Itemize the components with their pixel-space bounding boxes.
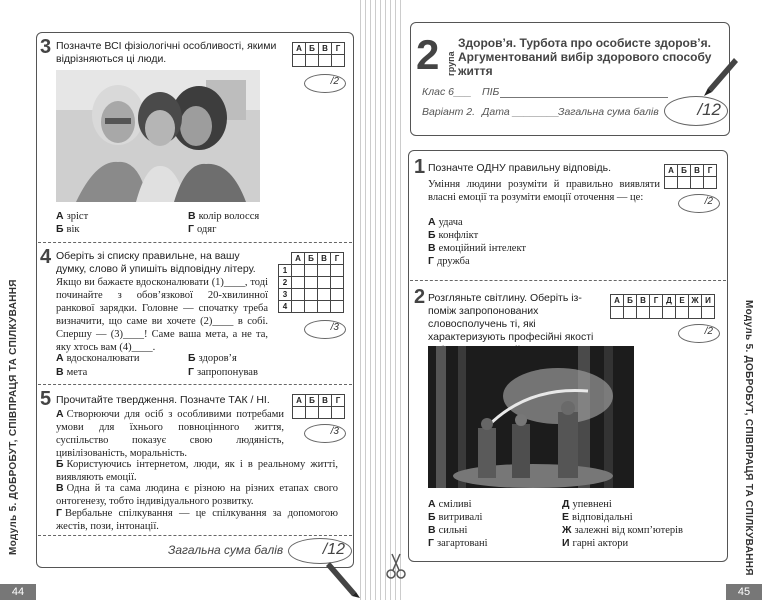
answer-cell[interactable] bbox=[331, 265, 344, 277]
answer-cell[interactable] bbox=[637, 307, 650, 319]
grid-header: Г bbox=[650, 295, 663, 307]
answer-cell[interactable] bbox=[293, 55, 306, 67]
grid-header: Е bbox=[676, 295, 689, 307]
answer-cell[interactable] bbox=[332, 55, 345, 67]
answer-option: Б витривалі bbox=[428, 511, 483, 523]
separator bbox=[410, 280, 726, 281]
score-text: /3 bbox=[330, 322, 339, 333]
answer-option: Г дружба bbox=[428, 255, 470, 267]
grid-row-label: 4 bbox=[279, 301, 292, 313]
grid-header: А bbox=[611, 295, 624, 307]
answer-option: А сміливі bbox=[428, 498, 472, 510]
answer-option: В сильні bbox=[428, 524, 468, 536]
answer-cell[interactable] bbox=[611, 307, 624, 319]
answer-cell[interactable] bbox=[318, 277, 331, 289]
score-oval bbox=[678, 194, 720, 213]
answer-option: В емоційний інтелект bbox=[428, 242, 527, 254]
group-word: група bbox=[446, 51, 456, 76]
grid-header: Б bbox=[305, 253, 318, 265]
answer-option: Б здоров’я bbox=[188, 352, 237, 364]
task-number: 2 bbox=[414, 286, 426, 308]
task-prompt: Розгляньте світлину. Оберіть із-поміж запропонованих словосполучень ті, які характеризують професійні якості bbox=[428, 292, 594, 343]
statement: В Одна й та сама людина є різною на різних етапах свого онтогенезу, тобто індивідуального розвитку. bbox=[56, 482, 338, 507]
class-label: Клас 6___ bbox=[422, 86, 472, 98]
answer-option: Ж залежні від комп’ютерів bbox=[562, 524, 684, 536]
answer-option: Г одяг bbox=[188, 223, 217, 235]
grid-header: Б bbox=[306, 43, 319, 55]
answer-cell[interactable] bbox=[305, 301, 318, 313]
answer-cell[interactable] bbox=[331, 277, 344, 289]
task-prompt: Позначте ОДНУ правильну відповідь. bbox=[428, 162, 611, 174]
grid-header: В bbox=[319, 43, 332, 55]
right-page bbox=[402, 0, 762, 600]
grid-header: Ж bbox=[689, 295, 702, 307]
answer-cell[interactable] bbox=[650, 307, 663, 319]
answer-cell[interactable] bbox=[305, 277, 318, 289]
module-side-label: Модуль 5. ДОБРОБУТ, СПІВПРАЦЯ ТА СПІЛКУВАННЯ bbox=[743, 300, 754, 576]
answer-cell[interactable] bbox=[305, 265, 318, 277]
answer-cell[interactable] bbox=[319, 55, 332, 67]
answer-grid[interactable] bbox=[292, 394, 345, 419]
answer-cell[interactable] bbox=[318, 265, 331, 277]
variant-label: Варіант 2. bbox=[422, 106, 476, 118]
answer-cell[interactable] bbox=[689, 307, 702, 319]
answer-cell[interactable] bbox=[691, 177, 704, 189]
grid-corner bbox=[279, 253, 292, 265]
total-score-text: /12 bbox=[322, 541, 345, 558]
score-text: /2 bbox=[704, 326, 713, 337]
answer-option: Б вік bbox=[56, 223, 80, 235]
answer-cell[interactable] bbox=[318, 301, 331, 313]
answer-cell[interactable] bbox=[292, 265, 305, 277]
separator bbox=[38, 384, 352, 385]
section-title: Здоров’я. Турбота про особисте здоров’я. Аргументований вибір здорового способу життя bbox=[458, 36, 712, 78]
score-oval bbox=[678, 324, 720, 343]
answer-option: И гарні актори bbox=[562, 537, 629, 549]
answer-cell[interactable] bbox=[678, 177, 691, 189]
answer-cell[interactable] bbox=[702, 307, 715, 319]
answer-option: Г загартовані bbox=[428, 537, 488, 549]
grid-header: Г bbox=[332, 395, 345, 407]
answer-cell[interactable] bbox=[306, 407, 319, 419]
grid-row-label: 2 bbox=[279, 277, 292, 289]
grid-header: Г bbox=[704, 165, 717, 177]
answer-cell[interactable] bbox=[624, 307, 637, 319]
answer-cell[interactable] bbox=[293, 407, 306, 419]
pencil-icon bbox=[326, 558, 362, 598]
grid-header: В bbox=[318, 253, 331, 265]
answer-cell[interactable] bbox=[332, 407, 345, 419]
score-text: /2 bbox=[330, 76, 339, 87]
answer-cell[interactable] bbox=[305, 289, 318, 301]
task-number: 3 bbox=[40, 36, 52, 58]
answer-cell[interactable] bbox=[292, 277, 305, 289]
answer-cell[interactable] bbox=[292, 289, 305, 301]
task-prompt: Оберіть зі списку правильне, на вашу думку, слово й упишіть відповідну літеру. bbox=[56, 250, 256, 275]
grid-header: А bbox=[665, 165, 678, 177]
score-oval bbox=[304, 320, 346, 339]
name-field[interactable] bbox=[500, 97, 668, 98]
answer-option: А удача bbox=[428, 216, 463, 228]
task-text: Якщо ви бажаєте вдосконалювати (1)____, тоді починайте з обов’язкової 20-хвилинної ранкової зарядки. Головне — спочатку треба визначити, що саме ви хочете (2)____ в собі. Спершу — (3)____! Саме ваша мета, а не та, яку хтось вам (4)____. bbox=[56, 277, 268, 353]
header-score-text: /12 bbox=[697, 100, 721, 119]
score-oval bbox=[304, 74, 346, 93]
task-prompt: Позначте ВСІ фізіологічні особливості, якими відрізняються ці люди. bbox=[56, 40, 277, 65]
module-side-label: Модуль 5. ДОБРОБУТ, СПІВПРАЦЯ ТА СПІЛКУВАННЯ bbox=[8, 279, 19, 555]
grid-header: Г bbox=[332, 43, 345, 55]
task-text: Уміння людини розуміти й правильно виявляти власні емоції та розуміти емоції оточення — це: bbox=[428, 179, 660, 203]
answer-cell[interactable] bbox=[318, 289, 331, 301]
total-label: Загальна сума балів bbox=[558, 106, 659, 118]
grid-header: Б bbox=[678, 165, 691, 177]
matching-grid[interactable] bbox=[278, 252, 344, 313]
answer-option: Е відповідальні bbox=[562, 511, 633, 523]
answer-option: А зріст bbox=[56, 210, 89, 222]
answer-grid[interactable] bbox=[610, 294, 715, 319]
answer-cell[interactable] bbox=[306, 55, 319, 67]
answer-cell[interactable] bbox=[665, 177, 678, 189]
group-number: 2 bbox=[416, 31, 440, 78]
task-number: 1 bbox=[414, 156, 426, 178]
answer-cell[interactable] bbox=[676, 307, 689, 319]
total-sum-label: Загальна сума балів bbox=[168, 543, 284, 557]
pencil-icon bbox=[702, 56, 738, 96]
task-prompt: Прочитайте твердження. Позначте ТАК / НІ. bbox=[56, 394, 270, 406]
score-text: /2 bbox=[704, 196, 713, 207]
answer-option: В мета bbox=[56, 366, 88, 378]
answer-grid[interactable] bbox=[664, 164, 717, 189]
answer-option: А вдосконалювати bbox=[56, 352, 140, 364]
grid-header: В bbox=[637, 295, 650, 307]
answer-option: В колір волосся bbox=[188, 210, 260, 222]
grid-row-label: 3 bbox=[279, 289, 292, 301]
grid-header: В bbox=[319, 395, 332, 407]
firefighters-photo bbox=[428, 346, 634, 488]
grid-header: Д bbox=[663, 295, 676, 307]
answer-grid[interactable] bbox=[292, 42, 345, 67]
grid-header: Б bbox=[306, 395, 319, 407]
grid-row-label: 1 bbox=[279, 265, 292, 277]
answer-cell[interactable] bbox=[331, 289, 344, 301]
answer-option: Д упевнені bbox=[562, 498, 612, 510]
score-text: /3 bbox=[330, 426, 339, 437]
grid-header: И bbox=[702, 295, 715, 307]
separator bbox=[38, 535, 352, 536]
answer-cell[interactable] bbox=[331, 301, 344, 313]
statement: Б Користуючись інтернетом, люди, як і в реальному житті, виявляють емоції. bbox=[56, 458, 338, 483]
answer-option: Б конфлікт bbox=[428, 229, 479, 241]
grid-header: В bbox=[691, 165, 704, 177]
page-number: 44 bbox=[0, 584, 36, 600]
statement: Г Вербальне спілкування — це спілкування за допомогою жестів, пози, інтонації. bbox=[56, 507, 338, 532]
answer-cell[interactable] bbox=[319, 407, 332, 419]
grid-header: А bbox=[293, 395, 306, 407]
score-oval bbox=[304, 424, 346, 443]
date-label: Дата ________ bbox=[482, 106, 560, 118]
name-label: ПІБ bbox=[482, 86, 500, 98]
answer-cell[interactable] bbox=[292, 301, 305, 313]
answer-cell[interactable] bbox=[704, 177, 717, 189]
statement: А Створюючи для осіб з особливими потребами умови для їхнього повноцінного життя, суспільство показує свою людяність, цивілізованість, моральність. bbox=[56, 408, 284, 459]
task-number: 5 bbox=[40, 388, 52, 410]
separator bbox=[38, 242, 352, 243]
task-number: 4 bbox=[40, 246, 52, 268]
grid-header: Г bbox=[331, 253, 344, 265]
grid-header: Б bbox=[624, 295, 637, 307]
family-photo bbox=[56, 70, 260, 202]
header-score-oval bbox=[664, 96, 728, 126]
answer-cell[interactable] bbox=[663, 307, 676, 319]
answer-option: Г запропонував bbox=[188, 366, 258, 378]
grid-header: А bbox=[293, 43, 306, 55]
page-number: 45 bbox=[726, 584, 762, 600]
left-page bbox=[0, 0, 358, 600]
scissors-icon bbox=[386, 552, 406, 580]
grid-header: А bbox=[292, 253, 305, 265]
